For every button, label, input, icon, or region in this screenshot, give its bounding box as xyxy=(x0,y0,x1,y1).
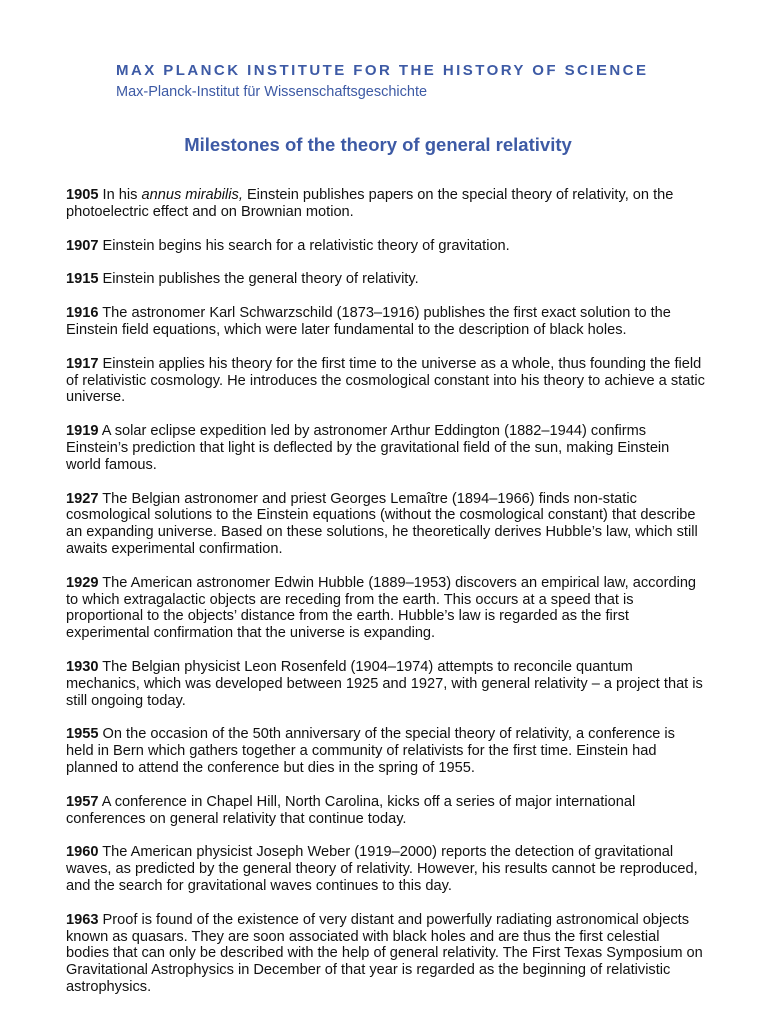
milestone-year: 1907 xyxy=(66,237,99,254)
milestone-item xyxy=(66,356,706,406)
milestone-text: Einstein applies his theory for the first time to the universe as a whole, thus founding the field of relativistic cosmology. He introduces the cosmological constant into his theory to achieve a static universe. xyxy=(66,355,705,406)
milestone-year: 1960 xyxy=(66,844,99,861)
milestone-item xyxy=(66,305,706,339)
milestone-item xyxy=(66,491,706,558)
milestone-text: The astronomer Karl Schwarzschild (1873–1916) publishes the first exact solution to the Einstein field equations, which were later fundamental to the description of black holes. xyxy=(66,305,671,338)
institute-name-german: Max-Planck-Institut für Wissenschaftsgeschichte xyxy=(116,84,428,100)
milestone-text: On the occasion of the 50th anniversary of the special theory of relativity, a conference is held in Bern which gathers together a community of relativists for the first time. Einstein had planned to attend the conference but dies in the spring of 1955. xyxy=(66,726,675,776)
document-title: Milestones of the theory of general relativity xyxy=(184,134,572,155)
milestone-item xyxy=(66,271,706,288)
milestones-list xyxy=(66,187,706,1013)
milestone-text: A solar eclipse expedition led by astronomer Arthur Eddington (1882–1944) confirms Einstein’s prediction that light is deflected by the gravitational field of the sun, making Einstein world famous. xyxy=(66,423,670,473)
milestone-text: Einstein publishes papers on the special theory of relativity, on the photoelectric effect and on Brownian motion. xyxy=(66,187,674,220)
institute-name-english: MAX PLANCK INSTITUTE FOR THE HISTORY OF SCIENCE xyxy=(116,62,649,79)
milestone-item xyxy=(66,844,706,894)
milestone-item xyxy=(66,794,706,828)
milestone-year: 1955 xyxy=(66,726,99,743)
milestone-text: The American astronomer Edwin Hubble (1889–1953) discovers an empirical law, according to which extragalactic objects are receding from the earth. This occurs at a speed that is proportional to the objects’ distance from the earth. Hubble’s law is regarded as the first experimental confirmation that the universe is expanding. xyxy=(66,574,697,642)
milestone-text: Einstein publishes the general theory of relativity. xyxy=(102,271,419,288)
milestone-item xyxy=(66,575,706,642)
milestone-item xyxy=(66,238,706,255)
milestone-year: 1917 xyxy=(66,355,99,372)
milestone-year: 1957 xyxy=(66,793,99,810)
milestone-text: The Belgian physicist Leon Rosenfeld (1904–1974) attempts to reconcile quantum mechanics, which was developed between 1925 and 1927, with general relativity – a project that is still ongoing today. xyxy=(66,658,703,709)
milestone-year: 1963 xyxy=(66,911,99,928)
milestone-year: 1929 xyxy=(66,574,99,591)
milestone-year: 1915 xyxy=(66,271,99,288)
milestone-year: 1919 xyxy=(66,423,99,440)
milestone-year: 1927 xyxy=(66,490,99,507)
milestone-text-italic: annus mirabilis, xyxy=(141,187,243,203)
milestone-text: A conference in Chapel Hill, North Carolina, kicks off a series of major international conferences on general relativity that continue today. xyxy=(66,793,636,827)
milestone-text: Einstein begins his search for a relativistic theory of gravitation. xyxy=(102,237,510,254)
milestone-year: 1916 xyxy=(66,305,99,322)
milestone-item xyxy=(66,659,706,709)
milestone-year: 1930 xyxy=(66,658,99,675)
milestone-item xyxy=(66,423,706,473)
milestone-text: The Belgian astronomer and priest Georges Lemaître (1894–1966) finds non-static cosmological solutions to the Einstein equations (without the cosmological constant) that describe an expanding universe. Based on these solutions, he theoretically derives Hubble’s law, which still awaits experimental confirmation. xyxy=(66,490,698,557)
milestone-item xyxy=(66,187,706,221)
milestone-text-prefix: In his xyxy=(102,187,138,203)
milestone-item xyxy=(66,912,706,996)
institute-header xyxy=(116,62,648,101)
milestone-year: 1905 xyxy=(66,187,99,203)
milestone-text: Proof is found of the existence of very distant and powerfully radiating astronomical objects known as quasars. They are soon associated with black holes and are thus the first celestial bodies that can only be described with the help of general relativity. The First Texas Symposium on Gravitational Astrophysics in December of that year is regarded as the beginning of relativistic astrophysics. xyxy=(66,911,703,995)
milestone-text: The American physicist Joseph Weber (1919–2000) reports the detection of gravitational waves, as predicted by the general theory of relativity. However, his results cannot be reproduced, and the search for gravitational waves continues to this day. xyxy=(66,844,698,894)
milestone-item xyxy=(66,726,706,776)
